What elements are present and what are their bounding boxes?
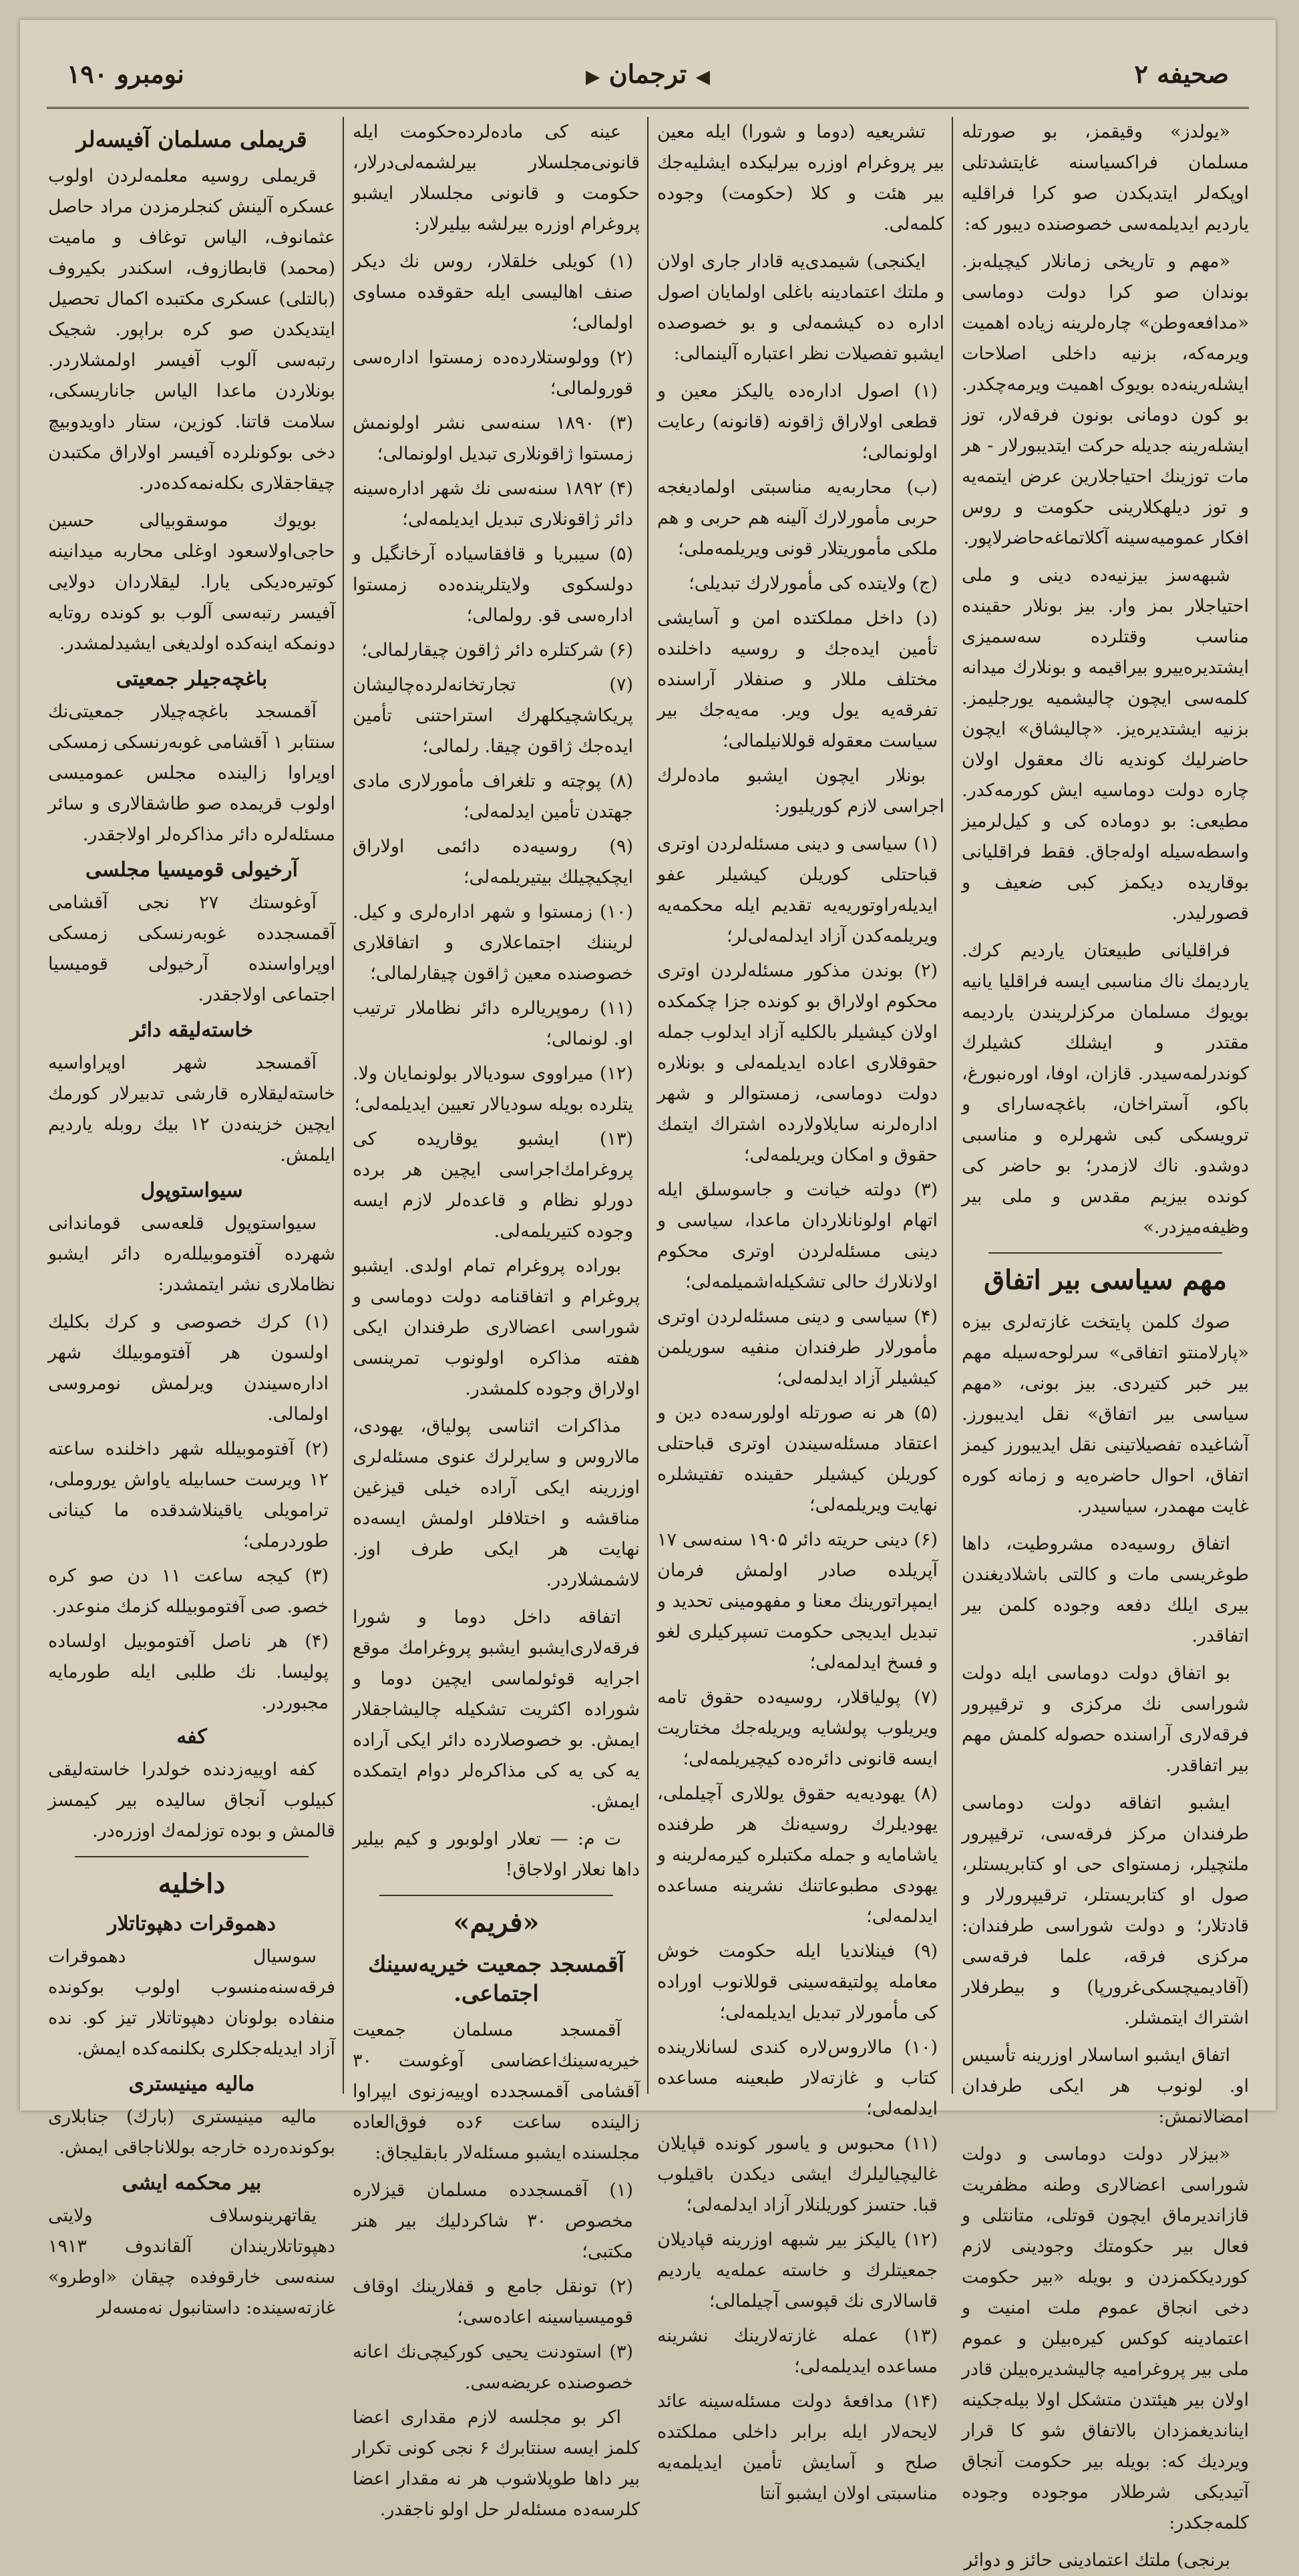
paragraph: آقمسجد باغچه‌چیلار جمعیتی‌نك سنتابر ۱ آقشامی غوبه‌رنسکی زمسکی اوپراوا زالینده مجلس عمومیسی اولوب قریمده صو طاشقالاری و سائر مسئله‌لره دائر مذاکره‌لر اولاجقدر. — [48, 701, 335, 845]
issue-date: نومبرو ۱۹۰ — [67, 59, 184, 89]
article-columns — [47, 117, 1249, 2571]
list-item: (۱۱) محبوس و یاسور کونده قپایلان غالیچیالیلرك ایشی دیکدن باقیلوب قبا. حتسز کوریلنلار آزاد ایدلمه‌لی؛ — [657, 2133, 938, 2215]
list-item: (ب) محاربه‌یه مناسبتی اولمادیغجه حربی مأمورلارك آلینه هم حربی و هم ملکی مأموریتلار قونی ویریلمه‌ملی؛ — [657, 477, 938, 559]
paragraph: مذاکرات اثناسی پولیاق، یهودی، مالاروس و سایرلرك عنوی مسئله‌لری اوزرینه ایکی آراده خیلی قیزغین مناقشه و اختلافلر اولمش ایسه‌ده نهایت هر ایکی طرف اوز. لاشمشلاردر. — [353, 1416, 640, 1590]
list-item: (۲) بوندن مذکور مسئله‌لردن اوتری محکوم اولاراق بو کونده جزا چکمکده اولان کیشیلر بالکلیه آزاد ایدلوب جمله حقوقلاری اعاده ایدیلمه‌لی و بونلاره دولت دوماسی، زمستوالر و شهر اداره‌لرنه سایلاولارده اشتراك ایتمك حقوق و امکان ویریلمه‌لی؛ — [657, 960, 938, 1165]
paragraph: عینه کی ماده‌لرده‌حکومت ایله قانونی‌مجلسلار بیرلشمه‌لی‌درلار، حکومت و قانونی مجلسلار ایشبو پروغرام اوزره بیرلشه بیلیرلار: — [353, 122, 640, 234]
right-ornament-icon: ▶ — [585, 65, 600, 87]
paragraph: یقاتهرینوسلاف ولایتی دهپوتاتلاریندان آلقاندوف ۱۹۱۳ سنه‌سی خارقوفده چیقان «اوطرو» غازته‌سینده: داستانبول نه‌مسه‌لر — [48, 2205, 335, 2318]
headline: دهموقرات دهپوتاتلار — [108, 1912, 276, 1936]
list-item: (۴) سیاسی و دینی مسئله‌لردن اوتری مأمورلار طرفندان منفیه سوریلمن کیشیلر آزاد ایدلمه‌لی؛ — [657, 1306, 938, 1389]
list-item: (۲) تونقل جامع و قفلارینك اوقاف قومیسیاسینه اعاده‌سی؛ — [353, 2276, 633, 2328]
list-item: (۱۲) میراووی سودیالار بولونمایان ولا. یتلرده بویله سودیالار تعیین ایدیلمه‌لی؛ — [353, 1063, 633, 1115]
left-ornament-icon: ◀ — [695, 65, 711, 87]
headline: قریملی مسلمان آفیسه‌لر — [76, 126, 307, 152]
paragraph: بونلار ایچون ایشبو ماده‌لرك اجراسی لازم کوریلیور: — [657, 765, 944, 817]
paragraph: اتفاق ایشبو اساسلار اوزرینه تأسیس او. لونوب هر ایکی طرفدان امضالانمش: — [962, 2045, 1249, 2127]
list-item: (۳) دولته خیانت و جاسوسلق ایله اتهام اولونانلاردان ماعدا، سیاسی و دینی مسئله‌لردن اوتری محکوم اولانلارك حالی تشکیله‌اشمیلمه‌لی؛ — [657, 1179, 938, 1292]
separator — [988, 1252, 1222, 1254]
column-divider — [343, 117, 344, 2094]
list-item: (۲) وولوستلارده‌ده زمستوا اداره‌سی قورولمالی؛ — [353, 347, 633, 399]
list-item: (۹) فینلاندیا ایله حکومت خوش معامله پولتیقه‌سینی قوللانوب اوراده کی مأمورلار تبدیل ایدیلمه‌لی؛ — [657, 1941, 938, 2023]
list-item: (۶) دینی حریته دائر ۱۹۰۵ سنه‌سی ۱۷ آپریلده صادر اولمش فرمان ایمپراتورینك معنا و مفهومینی تحدید و تبدیل ایدیجی حکومت تسپرکیلری لغو و فسخ ایدلمه‌لی؛ — [657, 1529, 938, 1673]
paragraph: قریملی روسیه معلمه‌لردن اولوب عسکره آلینش کنجلرمزدن مراد حاصل عثمانوف، الیاس توغاف و مامیت (محمد) قابطازوف، اسکندر بکیروف (بالتلی) عسکری مکتبده اکمال تحصیل ایتدیکدن صو کره براپور. شجیک رتبه‌سی آلوب آفیسر اولمشلاردر. بونلاردن ماعدا الیاس جاناریسکی، سلامت قاتنا. کوزین، ستار داویدوبیچ دخی بوکونلرده آفیسر اولاراق مکتبدن چیقاجقلاری بکله‌نمه‌کده‌در. — [48, 166, 335, 494]
paragraph: ایکنجی) شیمدی‌یه قادار جاری اولان و ملتك اعتمادینه باغلی اولمایان اصول اداره ده کیشمه‌لی و بو خصوصده ایشبو تفصیلات نظر اعتباره آلینمالی: — [657, 251, 944, 364]
list-item: (۴) هر ناصل آفتوموبیل اولساده پولیسا. نك طلبی ایله طورمایه مجبوردر. — [48, 1631, 329, 1713]
separator — [379, 1895, 613, 1896]
paragraph: «بیزلار دولت دوماسی و دولت شوراسی اعضالاری وطنه مظفریت قازاندیرماق ایچون قوتلی، متانتلی و فعال بیر حکومتك وجودینی لازم کوردیککمزدن و بویله «بیر حکومت دخی انجاق عموم ملت امنیت و اعتمادینه کوکس کیره‌بیلن و عموم ملی بیر پروغرامیه چالیشد‌یره‌بیلن قادر اولان بیر هیئتدن متشکل اولا بیله‌جکینه ایناندیغمزدان بالاتفاق شو کا قرار ویردیك که: بویله بیر حکومت آنجاق آتیدیکی شرطلار موجوده وجوده کلمه‌جکدر: — [962, 2144, 1249, 2533]
list-item: (ج) ولایتده کی مأمورلارك تبدیلی؛ — [689, 573, 938, 594]
column-divider — [952, 117, 953, 2094]
paragraph: اتفاق روسیه‌ده مشروطیت، داها طوغریسی مات و کالتی باشلادیغندن بیری ایلك دفعه وجوده کلمن بیر اتفاقدر. — [962, 1533, 1249, 1646]
list-item: (۶) شرکتلره دائر ژاقون چیقارلمالی؛ — [361, 640, 633, 661]
list-item: (۷) پولیاقلار، روسیه‌ده حقوق تامه ویریلوب پولشایه ویریله‌جك مختاریت ایسه قانونی دائره‌ده کیچیریلمه‌لی؛ — [657, 1687, 938, 1769]
headline: کفه — [176, 1725, 207, 1749]
list-item: (د) داخل مملکتده امن و آسایشی تأمین ایده‌جك و روسیه داخلنده مختلف مللار و صنفلار آراسنده تفرقه‌یه یول ویر. مه‌یه‌جك بیر سیاست معقوله قوللانیلمالی؛ — [657, 608, 938, 751]
list-item: (۱۳) عمله غازته‌لارینك نشرینه مساعده ایدیلمه‌لی؛ — [657, 2326, 938, 2377]
column-1 — [962, 117, 1249, 2571]
list-item: (۵) سیبریا و قافقاسیاده آرخانگیل و دولسکوی ولایتلرینده‌ده زمستوا اداره‌سی قو. رولمالی؛ — [353, 544, 633, 626]
list-item: (۱۰) مالاروس‌لاره کندی لسانلارینده کتاب و غازته‌لار طبعینه مساعده ایدلمه‌لی؛ — [657, 2037, 938, 2119]
page-header — [47, 47, 1249, 109]
newspaper-title — [586, 59, 710, 89]
section-headline: «فریم» — [453, 1907, 540, 1938]
newspaper-title-text: ترجمان — [608, 59, 687, 89]
list-item: (۵) هر نه صورتله اولورسه‌ده دین و اعتقاد مسئله‌سیندن اوتری قباحتلی کوریلن کیشیلر حقینده تفتیشلره نهایت ویریلمه‌لی؛ — [657, 1403, 938, 1515]
column-4 — [48, 117, 335, 2318]
page-number: صحیفه ۲ — [1134, 59, 1229, 89]
paragraph: آوغوستك ۲۷ نجی آقشامی آقمسجدده غوبه‌رنسکی زمسکی اوپراواسنده آرخیولی قومیسیا اجتماعی اولاجقدر. — [48, 892, 335, 1005]
headline: بیر محکمه ایشی — [122, 2171, 262, 2195]
list-item: (۱۰) زمستوا و شهر اداره‌لری و کیل. لریننك اجتماعلاری و اتفاقلاری خصوصنده معین ژاقون چیقارلمالی؛ — [353, 902, 633, 984]
column-2 — [657, 117, 944, 2504]
paragraph: آقمسجد مسلمان جمعیت خیریه‌سینك‌اعضاسی آوغوست ۳۰ آقشامی آقمسجدده اوییه‌زنوی ایپراوا زالینده ساعت ۶ده فوق‌العاده مجلسنده ایشبو مسئله‌لار بابقلیجاق: — [353, 2020, 640, 2163]
headline: مالیه مینیستری — [128, 2072, 255, 2096]
column-3 — [353, 117, 640, 2520]
headline: مهم سیاسی بیر اتفاق — [984, 1264, 1227, 1296]
list-item: (۱) کویلی خلقلار، روس نك دیکر صنف اهالیسی ایله حقوقده مساوی اولمالی؛ — [353, 251, 633, 333]
separator — [75, 1856, 309, 1857]
section-headline: داخلیه — [158, 1868, 226, 1899]
paragraph: فراقلیانی طبیعتان یاردیم کرك. یاردیمك ناك مناسبی ایسه فراقلیا یانیه بویوك مسلمان مرکزلریندن یاردیمه مقتدر و ایشلك کشیلرك کوندرلمه‌سیدر. قازان، اوفا، اوره‌نبورغ، باکو، آستراخان، باغچه‌سارای و ترویسکی کبی شهرلره و مناسبی دوشدو. ناك لازمدر؛ بو حاضر کی کونده بیزیم مقدس و ملی بیر وظیفه‌میزدر.» — [962, 940, 1249, 1238]
headline: آرخیولی قومیسیا مجلسی — [85, 858, 298, 882]
list-item: (۸) پوچته و تلغراف مأمورلاری مادی جهتدن تأمین ایدلمه‌لی؛ — [353, 771, 633, 822]
list-item: (۱) سیاسی و دینی مسئله‌لردن اوتری قباحتلی کوریلن کیشیلر عفو ایدیله‌راوتوریه‌یه تقدیم ایله محکمه‌یه ویریلمه‌کدن آزاد ایدلمه‌لی‌لر؛ — [657, 834, 938, 946]
paragraph: کفه اوییه‌زدنده خولدرا خاسته‌لیقی کبیلوب آنجاق سالیده بیر کیمسز قالمش و بوده توزلمه‌ك اوزره‌در. — [48, 1759, 335, 1841]
list-item: (۲) آفتوموبیلله شهر داخلنده ساعته ۱۲ ویرست حسابیله یاواش یوروملی، ترامویلی یاقینلاشدقده ما کینانی طوردرملی؛ — [48, 1439, 329, 1551]
headline: باغچه‌جیلر جمعیتی — [116, 667, 268, 691]
paragraph: برنجی) ملتك اعتمادینی حائز و دوائر — [964, 2550, 1230, 2571]
list-item: (۱۱) رموپریالره دائر نظاملار ترتیب او. لونمالی؛ — [353, 998, 633, 1049]
paragraph: صوك کلمن پایتخت غازته‌لری بیزه «پارلامنتو اتفاقی» سرلوحه‌سیله مهم بیر خبر کتیردی. بیز بونی، «مهم سیاسی بیر اتفاق» نقل ایدیبورز. آشاغیده تفصیلاتینی نقل ایدیبورز کیمز اتفاق، احوال حاضره‌یه و زمانه کوره غایت مهمدر، سیاسیدر. — [962, 1312, 1249, 1517]
paragraph: سیواستوپول قلعه‌سی قوماندانی شهرده آفتوموبیلله‌ره دائر ایشبو نظاملاری نشر ایتمشدر: — [48, 1213, 335, 1295]
paragraph: سوسیال دهموقرات فرقه‌سنه‌منسوب اولوب بوکونده منفاده بولونان دهپوتاتلار تیز کو. نده آزاد ایدیله‌جکلری بکلنمه‌کده ایمش. — [48, 1946, 335, 2059]
list-item: (۳) کیجه ساعت ۱۱ دن صو کره خصو. صی آفتوموبیلله کزمك منوعدر. — [48, 1566, 329, 1617]
paragraph: تشریعیه (دوما و شورا) ایله معین بیر پروغرام اوزره بیرلیکده ایشلیه‌جك بیر هئت و کلا (حکومت) وجوده کلمه‌لی. — [657, 122, 944, 234]
headline: سیواستوپول — [140, 1179, 243, 1202]
headline: آقمسجد جمعیت خیریه‌سینك اجتماعی. — [368, 1951, 624, 2006]
paragraph: «یولدز» وقیقمز، بو صورتله مسلمان فراکسیاسنه غایتشدتلی اوپکه‌لر ایتدیکدن صو کرا فراقلیه یاردیم ایدیلمه‌سی خصوصنده دیبور که: — [962, 122, 1249, 234]
list-item: (۸) یهودیه‌یه حقوق یوللاری آچیلملی، یهودیلرك روسیه‌نك هر طرفنده یاشامایه و جمله مکتبلره کیرمه‌لرینه و یهودی مطبوعاتنك نشرینه مساعده ایدلمه‌لی؛ — [657, 1783, 938, 1927]
paragraph: «مهم و تاریخی زمانلار کیچیله‌بز. بوندان صو کرا دولت دوماسی «مدافعه‌وطن» چاره‌لرینه زیاده اهمیت ویرمه‌که، بزنیه داخلی اصلاحات ایشله‌رینه‌ده بویوک اهمیت ویرمه‌چکدر. بو کون دومانی بونون فرقه‌لار، توز ایشله‌رینه جدیله حرکت ایتدیبورلار - هر مات توزینك احتیاجلارین عرض ایتمه‌یه و توز دیلهکلارینی حکومت و روس افکار عمومیه‌سینه آکلاتماغه‌حاضرلاپور. — [962, 251, 1249, 548]
newspaper-page — [20, 20, 1276, 2571]
list-item: (۱) آقمسجدده مسلمان قیزلاره مخصوص ۳۰ شاکردلیك بیر هنر مکتبی؛ — [353, 2180, 634, 2262]
paragraph: شبهه‌سز بیزنیه‌ده دینی و ملی احتیاجلار بمز وار. بیز بونلار حقینده مناسب وقتلرده سه‌سمیزی ایشتدیره‌ییرو بیراقیمه و بونلارك میدانه کلمه‌سی ایچون چالیشمیه یورجلیمز. بزنیه ایشتدیره‌یز. «چالیشاق» ایچون حاضرلیك کوندیه ناك معقول اولان چاره دولت دوماسیه ایش کورمه‌کدر. مطیعی: بو دوماده کی و کیل‌لرمیز واسطه‌سیله اوله‌جاق. فقط فراقلیانی بوقاریده دیکمز کبی ضعیف و قصورلیدر. — [962, 565, 1249, 924]
list-item: (۳) استودنت یحیی کورکیچی‌نك اعانه خصوصنده عریضه‌سی. — [353, 2342, 633, 2393]
paragraph: ایشبو اتفاقه دولت دوماسی طرفندان مرکز فرقه‌سی، ترقیپرور ملتچیلر، زمستوای حی او کتابریستلر، صول او کتابریستلر، ترقیپرورلار و قادتلار؛ و دولت شوراسی طرفندان: مرکزی فرقه، علما فرقه‌سی (آقادیمیچسکی‌غرورپا) و بیطرفلار اشتراك ایتمشلر. — [962, 1793, 1249, 2028]
paragraph: بو اتفاق دولت دوماسی ایله دولت شوراسی نك مرکزی و ترقیپرور فرقه‌لاری آراسنده حصوله کلمش مهم بیر اتفاقدر. — [962, 1663, 1249, 1776]
column-divider — [647, 117, 648, 2094]
list-item: (۷) تجارتخانه‌لرده‌چالیشان پریکاشچیکلهرك استراحتنی تأمین ایده‌جك ژاقون چیقا. رلمالی؛ — [353, 675, 633, 757]
list-item: (۳) ۱۸۹۰ سنه‌سی نشر اولونمش زمستوا ژاقونلاری تبدیل اولونمالی؛ — [353, 413, 633, 464]
paragraph: آقمسجد شهر اوپراواسیه خاسته‌لیقلاره قارشی تدبیرلار کورمك ایچین خزینه‌دن ۱۲ بیك روبله یاردیم ایلمش. — [48, 1053, 335, 1165]
list-item: (۱) کرك خصوصی و کرك بکلیك اولسون هر آفتوموبیلك شهر اداره‌سیندن ویرلمش نومروسی اولمالی. — [48, 1312, 329, 1425]
list-item: (۴) ۱۸۹۲ سنه‌سی نك شهر اداره‌سینه دائر ژاقونلاری تبدیل ایدیلمه‌لی؛ — [353, 478, 633, 530]
paragraph: بویوك موسقوبیالی حسین حاجی‌اولاسعود اوغلی محاربه میدانینه کوتیره‌دیکی یارا. لیقلاردان دولایی آفیسر رتبه‌سی آلوب بو کونده روتایه دونمکه اینه‌کده اولدیغی ایشیدلمشدر. — [48, 510, 335, 654]
list-item: (۱۳) ایشبو یوقاریده کی پروغرامك‌اجراسی ایچین هر برده دورلو نظام و قاعده‌لر لازم ایسه وجوده کتیریلمه‌لی. — [353, 1129, 633, 1242]
list-item: (۱) اصول اداره‌ده یالیکز معین و قطعی اولاراق ژاقونه (قانونه) رعایت اولونمالی؛ — [657, 381, 938, 463]
headline: خاسته‌لیقه دائر — [130, 1019, 254, 1042]
paragraph: ت م: — تعلار اولوبور و کیم بیلیر داها نعلار اولاجاق! — [353, 1829, 640, 1880]
paragraph: مالیه مینیستری (بارك) جنابلاری بوکونده‌رده خارجه بوللاناجاقی ایمش. — [48, 2106, 335, 2158]
list-item: (۱۴) مدافعهٔ دولت مسئله‌سینه عائد لایحه‌لار ایله برابر داخلی مملکتده صلح و آسایش تأمین ایدیلمه‌یه مناسبتی اولان ایشبو آنتا — [657, 2391, 938, 2504]
list-item: (۹) روسیه‌ده دائمی اولاراق ایچکیچیلك بیتیریلمه‌لی؛ — [353, 836, 633, 888]
list-item: (۱۲) یالیکز بیر شبهه اوزرینه قپادیلان جمعیتلرك و خاسته عمله‌یه یاردیم قاسالاری نك قپوسی آچیلمالی؛ — [657, 2229, 938, 2312]
paragraph: بوراده پروغرام تمام اولدی. ایشبو پروغرام و اتفاقنامه دولت دوماسی و شوراسی اعضالاری طرفندان ایکی هفته مذاکره اولونوب تمرینسی اولاراق وجوده کلمشدر. — [353, 1256, 640, 1399]
paragraph: اکر بو مجلسه لازم مقداری اعضا کلمز ایسه سنتابرك ۶ نجی کونی تکرار بیر داها طوپلاشوب هر نه مقدار اعضا کلرسه‌ده مسئله‌لر حل اولو ناجقدر. — [353, 2407, 640, 2520]
paragraph: اتفاقه داخل دوما و شورا فرقه‌لاری‌ایشبو ایشبو پروغرامك موقع اجرایه قوئولماسی ایچین دوما و شوراده اکثریت تشکیله چالیشاجقلار ایمش. بو خصوصلارده دائر ایکی آراده یه کی یه کی مذاکره‌لر دوام ایتمکده ایمش. — [353, 1607, 640, 1812]
